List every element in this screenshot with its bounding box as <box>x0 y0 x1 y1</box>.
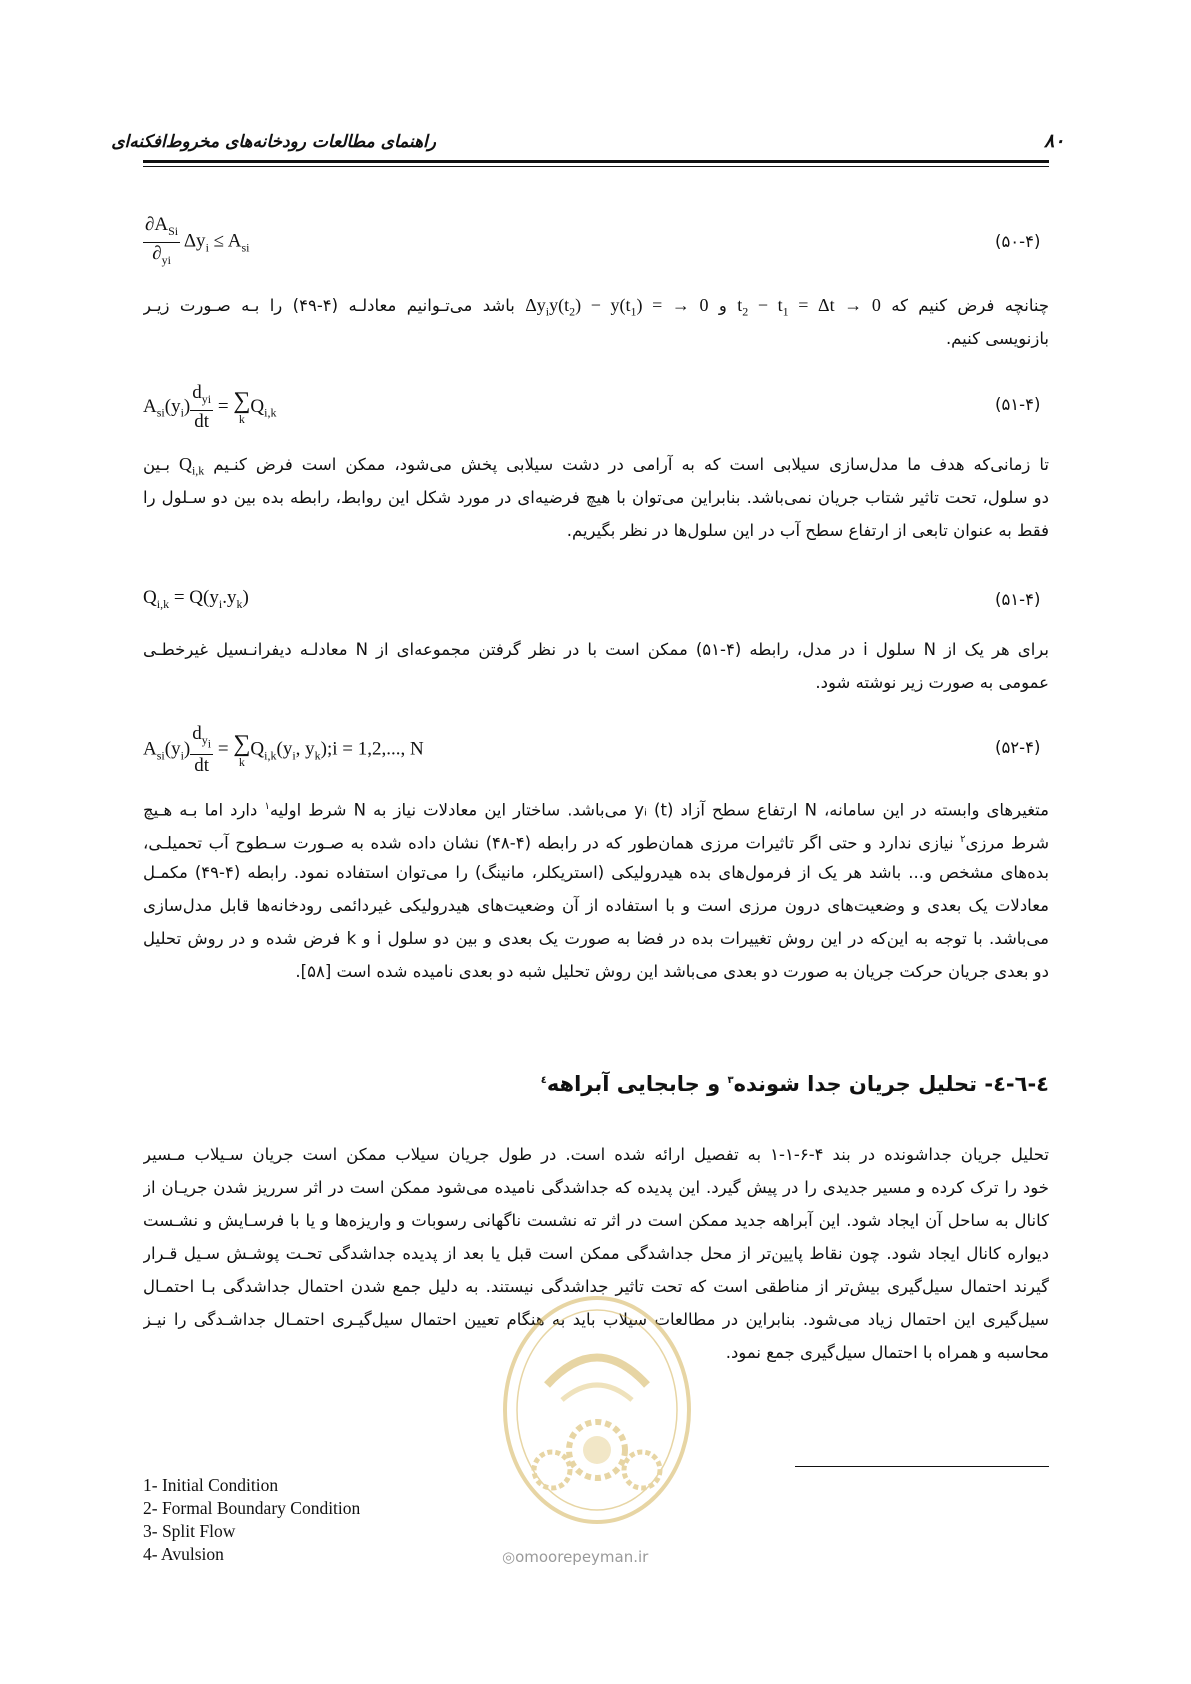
para5-line-7: محاسبه و همراه با احتمال سیل‌گیری جمع نمود. <box>725 1343 1049 1362</box>
para3-line-1: برای هر یک از N سلول i در مدل، رابطه (۴-۵۱) ممکن است با در نظر گرفتن مجموعه‌ای از N معادلـه دیفرانـسیل غیرخطـی <box>143 640 1049 659</box>
watermark-seal-logo <box>492 1290 702 1530</box>
running-header-title: راهنمای مطالعات رودخانه‌های مخروط‌افکنه‌ای <box>111 132 436 152</box>
para2-text-a: تا زمانی‌که هدف ما مدل‌سازی سیلابی است که به آرامی در دشت سیلابی پخش می‌شود، ممکن است فرض کنـیم <box>213 455 1049 474</box>
para4-text-a: متغیرهای وابسته در این سامانه، N ارتفاع سطح آزاد (t) yᵢ می‌باشد. ساختار این معادلات نیاز به N شرط اولیه <box>269 800 1049 820</box>
equation-51a-number: (۵۱-۴) <box>995 395 1041 414</box>
paragraph-3 <box>143 633 1049 699</box>
footnote-3: 3- Split Flow <box>143 1521 236 1541</box>
para5-line-2: خود را ترک کرده و مسیر جدیدی را در پیش گیرد. این پدیده که جداشدگی نامیده می‌شود ممکن است در اثر سرریز شدن جریـان از <box>143 1178 1049 1197</box>
equation-50-number: (۵۰-۴) <box>995 232 1041 251</box>
para2-line-3: فقط به عنوان تابعی از ارتفاع سطح آب در این سلول‌ها در نظر بگیریم. <box>566 521 1049 540</box>
equation-52: $A_{si}(y_i)$ $\frac{d_{yi}}{dt}$ = ∑ k $Q_{i,k}(y_i$, $y_k);i = 1,2$,..., N <box>143 723 424 777</box>
para1-line-2: بازنویسی کنیم. <box>945 329 1049 348</box>
header-rule-thin <box>143 166 1049 167</box>
page-number: ۸۰ <box>1044 130 1065 152</box>
para5-line-6: سیل‌گیری این احتمال زیاد می‌شود. بنابراین در مطالعات سیلاب باید به هنگام تعیین احتمال سیل‌گیـری احتمـال جداشـدگی را نیـز <box>143 1310 1049 1329</box>
paragraph-4 <box>143 790 1049 988</box>
equation-51b: $Q_{i,k} = Q(y_i.y_k)$ <box>143 587 249 611</box>
footnote-1: 1- Initial Condition <box>143 1475 279 1495</box>
para1-text-b: و <box>718 296 727 315</box>
para4-text-c: شرط مرزی <box>965 833 1049 853</box>
header-rule-thick <box>143 160 1049 163</box>
section-number: ٤-٦-٤- <box>984 1072 1049 1096</box>
para4-text-b: دارد اما بـه هـیچ <box>143 800 258 820</box>
para4-line-6: دو بعدی جریان حرکت جریان به صورت دو بعدی می‌باشد این روش تحلیل شبه دو بعدی نامیده شده است [۵۸]. <box>295 962 1049 981</box>
para5-line-5: گیرند احتمال سیل‌گیری بیش‌تر از مناطقی است که تحت تاثیر جداشدگی نیستند. به دلیل جمع شدن احتمال جداشدگی بـا احتمـال <box>143 1277 1049 1296</box>
footnote-ref-3: ۳ <box>727 1075 734 1086</box>
para5-line-4: دیواره کانال ایجاد شود. چون نقاط پایین‌تر از محل جداشدگی ممکن است قبل یا بعد از پدیده جداشدگی تحـت پوشـش سـیل قـرار <box>143 1244 1049 1263</box>
section-title-a: تحلیل جریان جدا شونده <box>733 1072 978 1096</box>
footnote-4: 4- Avulsion <box>143 1544 224 1564</box>
footnote-ref-4: ٤ <box>540 1075 547 1086</box>
section-heading <box>541 1072 1049 1096</box>
para4-line-5: می‌باشد. با توجه به این‌که در این روش تغییرات بده در فضا به صورت یک بعدی و بین دو سلول i و k فرض شده و در روش تحلیل <box>143 929 1049 948</box>
footnote-2: 2- Formal Boundary Condition <box>143 1498 361 1518</box>
para2-line-2: دو سلول، تحت تاثیر شتاب جریان نمی‌باشد. بنابراین می‌توان با هیچ فرضیه‌ای در مورد شکل این روابط، رابطه بده بین دو سـلول را <box>143 488 1049 507</box>
para2-math-q: $Q_{i,k}$ <box>178 454 205 478</box>
paragraph-1 <box>143 289 1049 355</box>
para1-math-dy: $\Delta y_iy(t_2) - y(t_1)$ = → 0 <box>525 295 709 319</box>
footnote-ref-1: ۱ <box>264 801 270 812</box>
para5-line-3: کانال به ساحل آن ایجاد شود. این آبراهه جدید ممکن است در اثر ته نشست ناگهانی رسوبات و واریزه‌ها و یا با فرسـایش و نشـست <box>143 1211 1049 1230</box>
para5-line-1: تحلیل جریان جداشونده در بند ۴-۶-۱-۱ به تفصیل ارائه شده است. در طول جریان سیلاب ممکن است جریان سـیلاب مـسیر <box>143 1145 1049 1164</box>
para1-math-dt: $t_2 - t_1 = \Delta t \to 0$ <box>737 295 881 319</box>
para1-text-a: چنانچه فرض کنیم که <box>891 296 1049 315</box>
equation-51a: $A_{si}(y_i)$ $\frac{d_{yi}}{dt}$ = ∑ k $Q_{i,k}$ <box>143 382 277 432</box>
section-title-b: و جابجایی آبراهه <box>546 1072 721 1096</box>
footnote-separator <box>795 1466 1049 1467</box>
watermark-url: ◎omoorepeyman.ir <box>502 1548 649 1566</box>
para2-text-b: بـین <box>143 455 170 474</box>
equation-50: $\frac{\partial A_{Si}}{\partial_{yi}}$ $\Delta y_i \le A_{si}$ <box>145 214 250 267</box>
para4-line-4: معادلات یک بعدی و وضعیت‌های درون مرزی است و با استفاده از آن وضعیت‌های هیدرولیکی غیردائمی رودخانه‌ها قابل مدل‌سازی <box>143 896 1049 915</box>
paragraph-2 <box>143 448 1049 547</box>
equation-51b-number: (۵۱-۴) <box>995 590 1041 609</box>
equation-52-number: (۵۲-۴) <box>995 738 1041 757</box>
para3-line-2: عمومی به صورت زیر نوشته شود. <box>815 673 1049 692</box>
para4-text-d: نیازی ندارد و حتی اگر تاثیرات مرزی همان‌طور که در رابطه (۴-۴۸) نشان داده شده به صـورت سـطوح آب تحمیلـی، <box>143 833 954 853</box>
para1-text-c: باشد می‌تـوانیم معادلـه (۴-۴۹) را بـه صـورت زیـر <box>143 296 515 315</box>
footnote-ref-2: ۲ <box>960 834 966 845</box>
para4-line-3: بده‌های مشخص و... باشد هر یک از فرمول‌های بده هیدرولیکی (استریکلر، مانینگ) را می‌توان استفاده نمود. رابطه (۴-۴۹) مکمـل <box>143 863 1049 882</box>
